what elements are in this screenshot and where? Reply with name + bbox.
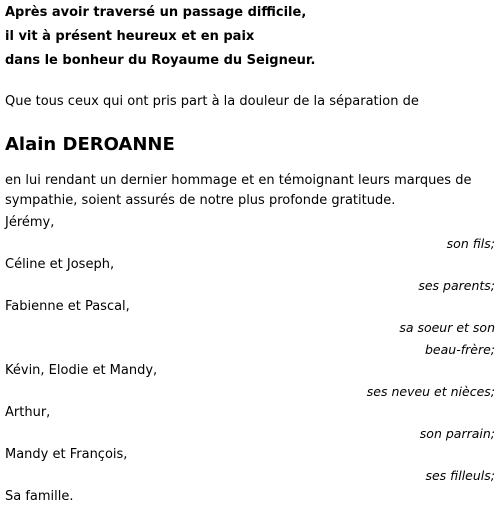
signatory-item — [5, 255, 495, 297]
relation-line: beau-frère; — [425, 342, 495, 357]
signatory-item — [5, 297, 495, 361]
signatory-relation — [5, 233, 495, 255]
signatory-relation — [5, 317, 495, 361]
signatory-name: Jérémy, — [5, 215, 55, 230]
signatory-item — [5, 487, 495, 507]
thanks-line-1: en lui rendant un dernier hommage et en témoignant leurs marques de — [5, 173, 472, 188]
relation-line: sa soeur et son — [399, 320, 495, 335]
quote-line-1: Après avoir traversé un passage difficile, — [5, 5, 307, 20]
signatory-relation — [5, 465, 495, 487]
quote-line-3: dans le bonheur du Royaume du Seigneur. — [5, 53, 316, 68]
signatory-relation — [5, 275, 495, 297]
signatory-item — [5, 361, 495, 403]
signatory-name: Fabienne et Pascal, — [5, 299, 130, 314]
signatory-item — [5, 213, 495, 255]
intro-text: Que tous ceux qui ont pris part à la douleur de la séparation de — [5, 94, 419, 109]
relation-line: son fils; — [446, 236, 495, 251]
signatory-name: Sa famille. — [5, 489, 74, 504]
signatory-name: Céline et Joseph, — [5, 257, 115, 272]
relation-line: son parrain; — [419, 426, 495, 441]
memorial-quote — [5, 1, 495, 73]
relation-line: ses parents; — [418, 278, 495, 293]
quote-line-2: il vit à présent heureux et en paix — [5, 29, 255, 44]
thanks-text — [5, 171, 495, 211]
relation-line: ses neveu et nièces; — [366, 384, 495, 399]
signatory-name: Mandy et François, — [5, 447, 128, 462]
signatories-list — [5, 213, 495, 507]
signatory-item — [5, 403, 495, 445]
signatory-relation — [5, 381, 495, 403]
signatory-item — [5, 445, 495, 487]
signatory-name: Arthur, — [5, 405, 51, 420]
thank-you-notice — [5, 0, 495, 507]
signatory-relation — [5, 423, 495, 445]
signatory-name: Kévin, Elodie et Mandy, — [5, 363, 158, 378]
relation-line: ses filleuls; — [425, 468, 495, 483]
deceased-name: Alain DEROANNE — [5, 134, 175, 155]
thanks-line-2: sympathie, soient assurés de notre plus profonde gratitude. — [5, 193, 396, 208]
